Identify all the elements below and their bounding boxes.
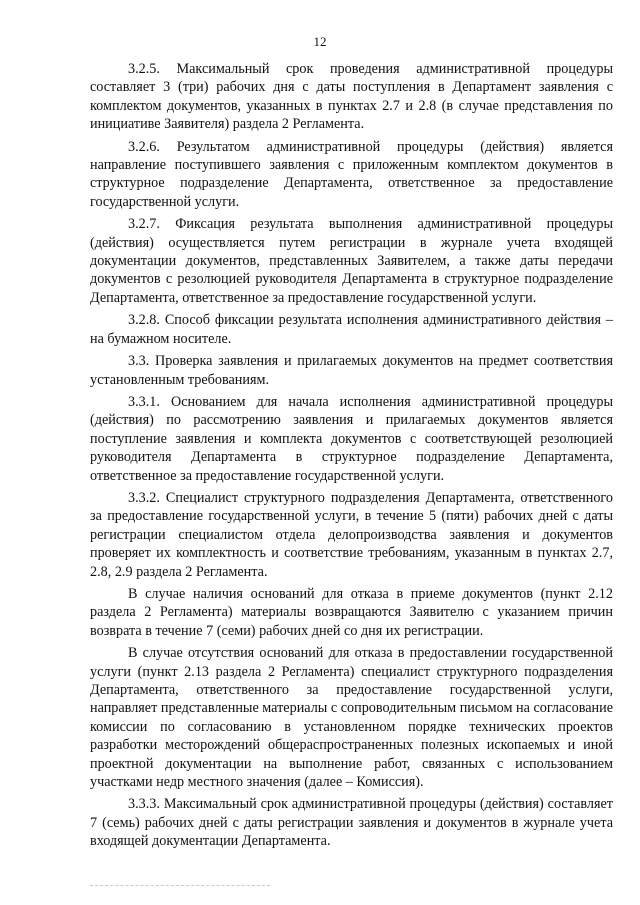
paragraph-3-3: 3.3. Проверка заявления и прилагаемых документов на предмет соответствия установленным требованиям. bbox=[90, 353, 613, 388]
paragraph-refusal-case: В случае наличия оснований для отказа в приеме документов (пункт 2.12 раздела 2 Регламента) материалы возвращаются Заявителю с указанием причин возврата в течение 7 (семи) рабочих дней со дня их регистрации. bbox=[90, 585, 613, 639]
paragraph-3-2-7: 3.2.7. Фиксация результата выполнения административной процедуры (действия) осуществляется путем регистрации в журнале учета входящей документации документов, представленных Заявителем, а также даты передачи документов с резолюцией руководителя Департамента в структурное подразделение Департамента, ответственное за предоставление государственной услуги. bbox=[90, 216, 613, 306]
paragraph-3-3-2: 3.3.2. Специалист структурного подразделения Департамента, ответственного за предоставление государственной услуги, в течение 5 (пяти) рабочих дней с даты регистрации специалистом отдела делопроизводства заявления и документов проверяет их комплектность и соответствие требованиям, указанным в пунктах 2.7, 2.8, 2.9 раздела 2 Регламента. bbox=[90, 489, 613, 580]
paragraph-3-2-6: 3.2.6. Результатом административной процедуры (действия) является направление поступившего заявления с приложенным комплектом документов в структурное подразделение Департамента, ответственное за предоставление государственной услуги. bbox=[90, 138, 613, 210]
document-body bbox=[90, 60, 613, 855]
paragraph-3-3-3: 3.3.3. Максимальный срок административной процедуры (действия) составляет 7 (семь) рабочих дней с даты регистрации заявления и документов в журнале учета входящей документации Департамента. bbox=[90, 796, 613, 850]
paragraph-3-2-5: 3.2.5. Максимальный срок проведения административной процедуры составляет 3 (три) рабочих дня с даты поступления в Департамент заявления с комплектом документов, указанных в пунктах 2.7 и 2.8 (в случае представления по инициативе Заявителя) раздела 2 Регламента. bbox=[90, 61, 613, 133]
scan-artifact-line bbox=[90, 885, 270, 887]
page-number: 12 bbox=[313, 34, 327, 49]
paragraph-no-refusal-case: В случае отсутствия оснований для отказа в предоставлении государственной услуги (пункт 2.13 раздела 2 Регламента) специалист структурного подразделения Департамента, ответственного за предоставление государственной услуги, направляет представленные материалы с сопроводительным письмом на согласование комиссии по согласованию в установленном порядке технических проектов разработки месторождений общераспространенных полезных ископаемых и иной проектной документации на выполнение работ, связанных с использованием участками недр местного значения (далее – Комиссия). bbox=[90, 645, 613, 791]
paragraph-3-2-8: 3.2.8. Способ фиксации результата исполнения административного действия – на бумажном носителе. bbox=[90, 312, 613, 347]
paragraph-3-3-1: 3.3.1. Основанием для начала исполнения административной процедуры (действия) по рассмотрению заявления и прилагаемых документов является поступление заявления и комплекта документов с соответствующей резолюцией руководителя Департамента в структурное подразделение Департамента, ответственное за предоставление государственной услуги. bbox=[90, 393, 613, 484]
